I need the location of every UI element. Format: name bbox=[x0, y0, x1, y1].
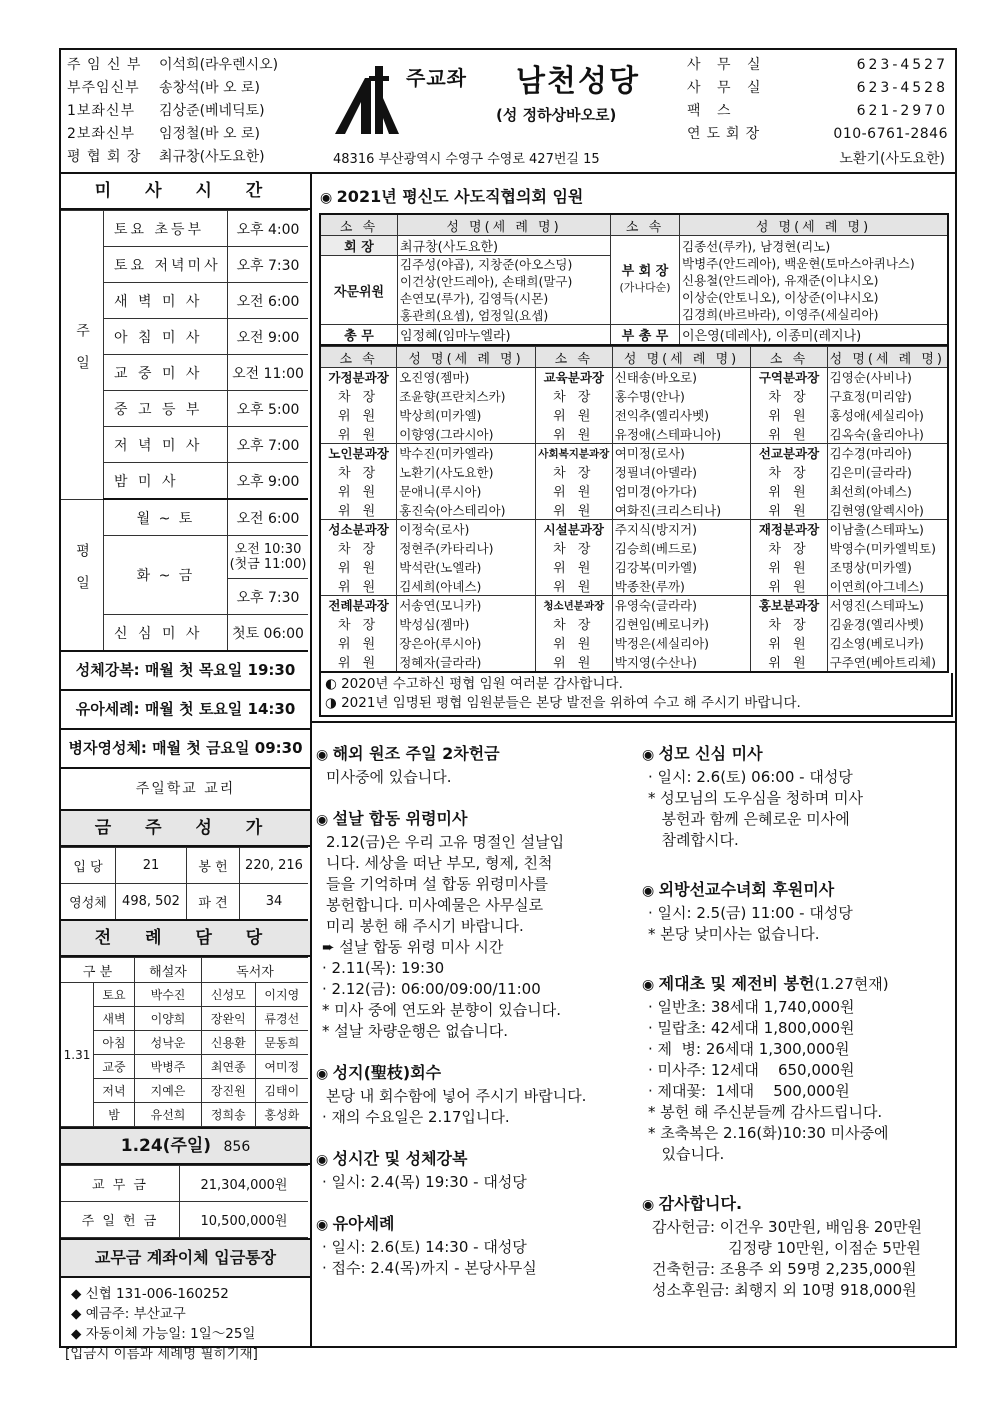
dept-name: 교육분과장 bbox=[535, 368, 612, 387]
notice-title: ◉ 제대초 및 제전비 봉헌(1.27현재) bbox=[642, 974, 889, 993]
dept-role: 위 원 bbox=[320, 633, 397, 652]
notices-area bbox=[312, 721, 955, 1313]
staff-list bbox=[67, 54, 327, 169]
table-row: 토요 저녁미사 오후 7:30 bbox=[61, 247, 308, 283]
parish-name: 남천성당 bbox=[516, 64, 640, 99]
monthly-sick-communion: 병자영성체: 매월 첫 금요일 09:30 bbox=[61, 730, 310, 769]
notice-title: ◉ 외방선교수녀회 후원미사 bbox=[642, 880, 835, 899]
monthly-baptism: 유아세례: 매월 첫 토요일 14:30 bbox=[61, 691, 310, 730]
table-row: 주 일 헌 금 10,500,000원 bbox=[61, 1202, 308, 1238]
table-row bbox=[320, 633, 948, 652]
table-row: 회 장 최규창(사도요한) 부 회 장 (가나다순) 김종선(루카), 남경현(리노) 박병주(안드레아), 백운현(토마스아퀴나스) 신용철(안드레아), 유재준(이냐시오) 이상순(안토니오), 이상준(이냐시오) 김경희(바르바라), 이영주(세실리아) bbox=[320, 236, 948, 256]
notice-line: 성소후원금: 최행지 외 10명 918,000원 bbox=[652, 1281, 917, 1299]
dept-member: 박영수(미카엘빅토) bbox=[827, 538, 948, 557]
dept-member: 이남출(스테파노) bbox=[827, 520, 948, 539]
dept-role: 차 장 bbox=[535, 538, 612, 557]
radio-bullet-icon: ◉ bbox=[642, 1197, 659, 1213]
dept-member: 여화진(크리스티나) bbox=[612, 500, 751, 520]
table-row bbox=[320, 652, 948, 672]
table-row: 중 고 등 부 오후 5:00 bbox=[61, 391, 308, 427]
dept-role: 차 장 bbox=[751, 538, 827, 557]
notice-section bbox=[316, 1060, 636, 1128]
dept-member: 정필녀(아델라) bbox=[612, 462, 751, 481]
notice-line: 본당 내 회수함에 넣어 주시기 바랍니다. bbox=[326, 1087, 587, 1105]
notice-line: * 미사 중에 연도와 분향이 있습니다. bbox=[322, 1001, 561, 1019]
table-row bbox=[320, 405, 948, 424]
dept-member: 김세희(아녜스) bbox=[397, 576, 536, 596]
dept-role: 차 장 bbox=[320, 462, 397, 481]
dept-member: 서송연(모니카) bbox=[397, 596, 536, 615]
notice-line: · 밀랍초: 42세대 1,800,000원 bbox=[648, 1019, 855, 1037]
staff-row: 부주임신부 송창석(바 오 로) bbox=[67, 80, 260, 96]
sunday-label: 주일 bbox=[61, 211, 104, 500]
dept-member: 김현영(알렉시아) bbox=[827, 500, 948, 520]
dept-member: 박석란(노엘라) bbox=[397, 557, 536, 576]
table-row: 새 벽 미 사 오전 6:00 bbox=[61, 283, 308, 319]
diamond-bullet-icon: ◆ bbox=[71, 1326, 82, 1342]
notice-section bbox=[316, 806, 636, 1042]
table-row bbox=[320, 444, 948, 463]
notice-line: · 2.11(목): 19:30 bbox=[322, 959, 445, 977]
staff-row: 1보좌신부 김상준(베네딕토) bbox=[67, 103, 265, 119]
dept-member: 박수진(미카엘라) bbox=[397, 444, 536, 463]
notice-line: 미사중에 있습니다. bbox=[326, 768, 452, 786]
parish-patron: (성 정하상바오로) bbox=[496, 106, 617, 124]
notice-line: · 일시: 2.5(금) 11:00 - 대성당 bbox=[648, 904, 853, 922]
table-row: 총 무 임정혜(임마누엘라) 부 총 무 이은영(데레사), 이종미(레지나) bbox=[320, 325, 948, 346]
dept-role: 차 장 bbox=[751, 386, 827, 405]
staff-row: 2보좌신부 임정철(바 오 로) bbox=[67, 126, 260, 142]
notice-title: ◉ 성모 신심 미사 bbox=[642, 744, 763, 763]
notice-section bbox=[642, 741, 954, 851]
dept-member: 여미정(로사) bbox=[612, 444, 751, 463]
dept-member: 정현주(카타리나) bbox=[397, 538, 536, 557]
monthly-benediction: 성체강복: 매월 첫 목요일 19:30 bbox=[61, 652, 310, 691]
notice-section bbox=[642, 1191, 954, 1301]
radio-bullet-icon: ◉ bbox=[320, 190, 333, 206]
dept-role: 위 원 bbox=[535, 405, 612, 424]
council-heading: ◉ 2021년 평신도 사도직협의회 임원 bbox=[320, 187, 584, 206]
dept-name: 사회복지분과장 bbox=[535, 444, 612, 463]
notice-line: 김정량 10만원, 이점순 5만원 bbox=[652, 1239, 921, 1257]
dept-role: 위 원 bbox=[535, 633, 612, 652]
radio-bullet-icon: ◉ bbox=[316, 1066, 333, 1082]
notice-line: · 제 병: 26세대 1,300,000원 bbox=[648, 1040, 850, 1058]
table-row bbox=[320, 557, 948, 576]
note-line: ◑ 2021년 임명된 평협 임원분들은 본당 발전을 위하여 수고 해 주시기 바랍니다. bbox=[325, 695, 801, 711]
notice-section bbox=[316, 1146, 636, 1193]
dept-role: 위 원 bbox=[535, 500, 612, 520]
notice-line: · 접수: 2.4(목)까지 - 본당사무실 bbox=[322, 1259, 537, 1277]
notice-title: ◉ 유아세례 bbox=[316, 1214, 395, 1233]
note-line: ◐ 2020년 수고하신 평협 임원 여러분 감사합니다. bbox=[325, 676, 623, 692]
notice-title: ◉ 설날 합동 위령미사 bbox=[316, 809, 468, 828]
contact-row: 팩 스 621-2970 bbox=[687, 103, 948, 119]
dept-role: 위 원 bbox=[751, 557, 827, 576]
dept-member: 문애니(루시아) bbox=[397, 481, 536, 500]
notice-line: * 초축복은 2.16(화)10:30 미사중에 bbox=[648, 1124, 889, 1142]
radio-bullet-icon: ◉ bbox=[642, 747, 659, 763]
table-row: 아침 성낙운 신용환 문동희 bbox=[61, 1031, 308, 1055]
dept-role: 위 원 bbox=[320, 652, 397, 672]
dept-member: 김강복(미카엘) bbox=[612, 557, 751, 576]
notice-line: 니다. 세상을 떠난 부모, 형제, 친척 bbox=[326, 854, 553, 872]
list-item: ◆ 예금주: 부산교구 bbox=[71, 1306, 186, 1322]
notice-line: * 설날 차량운행은 없습니다. bbox=[322, 1022, 508, 1040]
table-row: 밤 유선희 정희송 홍성화 bbox=[61, 1103, 308, 1127]
weekday-label: 평일 bbox=[61, 499, 104, 651]
dept-member: 김승희(베드로) bbox=[612, 538, 751, 557]
notice-line: 들을 기억하며 설 합동 위령미사를 bbox=[326, 875, 548, 893]
bulletin-page bbox=[59, 48, 957, 1362]
account-note: [입금시 이름과 세례명 필히기재] bbox=[65, 1346, 258, 1362]
table-row bbox=[320, 576, 948, 596]
dept-role: 차 장 bbox=[751, 462, 827, 481]
dept-name: 성소분과장 bbox=[320, 520, 397, 539]
notice-line: 있습니다. bbox=[652, 1145, 725, 1163]
dept-member: 엄미경(아가다) bbox=[612, 481, 751, 500]
radio-bullet-icon: ◉ bbox=[316, 1217, 333, 1233]
table-row bbox=[320, 481, 948, 500]
dept-member: 장은아(루시아) bbox=[397, 633, 536, 652]
table-row: 교 무 금 21,304,000원 bbox=[61, 1166, 308, 1202]
dept-role: 위 원 bbox=[535, 481, 612, 500]
mass-times-title: 미 사 시 간 bbox=[61, 174, 310, 210]
notices-right bbox=[642, 741, 954, 1315]
hymn-table bbox=[61, 847, 308, 921]
attendance: 1.24(주일) 856 bbox=[61, 1127, 310, 1165]
dept-member: 이정숙(로사) bbox=[397, 520, 536, 539]
staff-row: 주 임 신 부 이석희(라우렌시오) bbox=[67, 57, 279, 73]
contact-row: 사 무 실 623-4527 bbox=[687, 57, 948, 73]
dept-member: 정혜자(글라라) bbox=[397, 652, 536, 672]
dept-name: 전례분과장 bbox=[320, 596, 397, 615]
header bbox=[61, 50, 955, 174]
dept-member: 주지식(방지거) bbox=[612, 520, 751, 539]
dept-member: 신태송(바오로) bbox=[612, 368, 751, 387]
contact-row: 사 무 실 623-4528 bbox=[687, 80, 948, 96]
notice-line: 미리 봉헌 해 주시기 바랍니다. bbox=[326, 917, 524, 935]
parish-logo-icon bbox=[331, 58, 401, 138]
dept-name: 청소년분과장 bbox=[535, 596, 612, 615]
table-row: 평일 월 ~ 토 오전 6:00 bbox=[61, 499, 308, 536]
dept-name: 가정분과장 bbox=[320, 368, 397, 387]
notice-line: 감사헌금: 이건우 30만원, 배임용 20만원 bbox=[652, 1218, 922, 1236]
dept-role: 위 원 bbox=[320, 481, 397, 500]
table-row: 자문위원 김주성(야곱), 지창준(아오스딩) 이건상(안드레아), 손태희(말구) 손연모(루가), 김영득(시몬) 홍관희(요셉), 엄정일(요셉) bbox=[320, 256, 948, 325]
dept-member: 홍진숙(아스테리아) bbox=[397, 500, 536, 520]
dept-role: 차 장 bbox=[320, 614, 397, 633]
notice-line: * 성모님의 도우심을 청하며 미사 bbox=[648, 789, 863, 807]
notice-section bbox=[642, 877, 954, 945]
notice-line: · 일시: 2.4(목) 19:30 - 대성당 bbox=[322, 1173, 527, 1191]
collections-table bbox=[61, 1165, 308, 1238]
dept-role: 차 장 bbox=[320, 538, 397, 557]
council-president: 노환기(사도요한) bbox=[839, 151, 945, 167]
dept-name: 선교분과장 bbox=[751, 444, 827, 463]
radio-bullet-icon: ◉ bbox=[642, 977, 659, 993]
list-item: ◆ 신협 131-006-160252 bbox=[71, 1286, 229, 1302]
council-top-table bbox=[319, 213, 949, 346]
dept-role: 위 원 bbox=[751, 633, 827, 652]
mass-times-table bbox=[61, 210, 308, 652]
dept-name: 구역분과장 bbox=[751, 368, 827, 387]
dept-member: 구주연(베아트리체) bbox=[827, 652, 948, 672]
radio-bullet-icon: ◉ bbox=[316, 747, 333, 763]
dept-member: 오진영(젬마) bbox=[397, 368, 536, 387]
table-row bbox=[320, 500, 948, 520]
council-dept-table bbox=[319, 346, 949, 673]
dept-member: 김옥숙(율리아나) bbox=[827, 424, 948, 444]
list-item: ◆ 자동이체 가능일: 1일～25일 bbox=[71, 1326, 256, 1342]
dept-member: 유정애(스테파니아) bbox=[612, 424, 751, 444]
table-row: 화 ~ 금 오전 10:30 (첫금 11:00) bbox=[61, 536, 308, 579]
notice-line: 건축헌금: 조용주 외 59명 2,235,000원 bbox=[652, 1260, 917, 1278]
notice-section bbox=[316, 741, 636, 788]
right-column bbox=[312, 174, 955, 1313]
table-row: 저 녁 미 사 오후 7:00 bbox=[61, 427, 308, 463]
notice-line: · 일시: 2.6(토) 06:00 - 대성당 bbox=[648, 768, 853, 786]
table-row bbox=[320, 614, 948, 633]
notice-title: ◉ 해외 원조 주일 2차헌금 bbox=[316, 744, 500, 763]
half-circle-icon: ◑ bbox=[325, 695, 337, 711]
radio-bullet-icon: ◉ bbox=[316, 812, 333, 828]
dept-member: 전익추(엘리사벳) bbox=[612, 405, 751, 424]
dept-role: 차 장 bbox=[535, 614, 612, 633]
table-row: 교중 박병주 최연종 여미정 bbox=[61, 1055, 308, 1079]
dept-member: 김영순(사비나) bbox=[827, 368, 948, 387]
dept-member: 박상희(미카엘) bbox=[397, 405, 536, 424]
notice-line: 봉헌과 함께 은혜로운 미사에 bbox=[652, 810, 850, 828]
dept-member: 조윤향(프란치스카) bbox=[397, 386, 536, 405]
table-row bbox=[320, 538, 948, 557]
notice-section bbox=[316, 1211, 636, 1279]
council-notes bbox=[319, 673, 953, 717]
notice-line: ➨ 설날 합동 위령 미사 시간 bbox=[322, 938, 504, 956]
account-title: 교무금 계좌이체 입금통장 bbox=[61, 1238, 310, 1278]
diamond-bullet-icon: ◆ bbox=[71, 1286, 82, 1302]
table-row bbox=[320, 596, 948, 615]
notices-left bbox=[316, 741, 636, 1293]
table-row: 교 중 미 사 오전 11:00 bbox=[61, 355, 308, 391]
notice-line: 봉헌합니다. 미사예물은 사무실로 bbox=[326, 896, 544, 914]
dept-role: 위 원 bbox=[751, 424, 827, 444]
dept-member: 김소영(베로니카) bbox=[827, 633, 948, 652]
notice-line: 2.12(금)은 우리 고유 명절인 설날입 bbox=[326, 833, 565, 851]
dept-role: 차 장 bbox=[751, 614, 827, 633]
table-row: 신 심 미 사 첫토 06:00 bbox=[61, 615, 308, 652]
table-row: 1.31 토요 박수진 신성모 이지영 bbox=[61, 983, 308, 1007]
dept-member: 이향영(그라시아) bbox=[397, 424, 536, 444]
staff-row: 평 협 회 장 최규창(사도요한) bbox=[67, 149, 265, 165]
dept-role: 차 장 bbox=[320, 386, 397, 405]
left-column bbox=[61, 174, 312, 1362]
dept-member: 박성심(젬마) bbox=[397, 614, 536, 633]
table-row: 오후 7:30 bbox=[61, 579, 308, 615]
dept-member: 이연희(아그네스) bbox=[827, 576, 948, 596]
dept-member: 김윤경(엘리사벳) bbox=[827, 614, 948, 633]
dept-name: 재정분과장 bbox=[751, 520, 827, 539]
dept-member: 최선희(아녜스) bbox=[827, 481, 948, 500]
dept-member: 구효정(미리암) bbox=[827, 386, 948, 405]
notice-title: ◉ 성시간 및 성체강복 bbox=[316, 1149, 468, 1168]
table-row bbox=[320, 520, 948, 539]
dept-member: 조명상(미카엘) bbox=[827, 557, 948, 576]
dept-member: 박종찬(루까) bbox=[612, 576, 751, 596]
dept-role: 차 장 bbox=[535, 462, 612, 481]
dept-role: 위 원 bbox=[751, 500, 827, 520]
dept-role: 위 원 bbox=[320, 405, 397, 424]
table-row bbox=[320, 368, 948, 387]
contact-row: 연도회장 010-6761-2846 bbox=[687, 126, 948, 142]
dept-role: 위 원 bbox=[535, 557, 612, 576]
dept-role: 위 원 bbox=[320, 576, 397, 596]
liturgy-table bbox=[61, 957, 308, 1127]
hymn-title: 금 주 성 가 bbox=[61, 811, 310, 847]
dept-role: 위 원 bbox=[535, 424, 612, 444]
dept-role: 위 원 bbox=[751, 405, 827, 424]
notice-line: * 봉헌 해 주신분들께 감사드립니다. bbox=[648, 1103, 883, 1121]
notice-line: · 재의 수요일은 2.17입니다. bbox=[322, 1108, 510, 1126]
parish-prefix: 주교좌 bbox=[406, 66, 467, 90]
table-row: 주일 토요 초등부 오후 4:00 bbox=[61, 211, 308, 247]
table-row: 밤 미 사 오후 9:00 bbox=[61, 463, 308, 500]
table-row bbox=[320, 386, 948, 405]
notice-section bbox=[642, 971, 954, 1165]
sunday-school: 주일학교 교리 bbox=[61, 769, 310, 811]
notice-line: · 일시: 2.6(토) 14:30 - 대성당 bbox=[322, 1238, 527, 1256]
dept-role: 위 원 bbox=[751, 481, 827, 500]
notice-line: · 일반초: 38세대 1,740,000원 bbox=[648, 998, 855, 1016]
dept-member: 서영진(스테파노) bbox=[827, 596, 948, 615]
notice-line: · 2.12(금): 06:00/09:00/11:00 bbox=[322, 980, 541, 998]
parish-address: 48316 부산광역시 수영구 수영로 427번길 15 bbox=[333, 152, 600, 167]
table-row: 소 속 성 명(세 례 명) 소 속 성 명(세 례 명) bbox=[320, 214, 948, 236]
table-row: 구 분 해설자 독서자 bbox=[61, 958, 308, 983]
table-row: 소 속 성 명(세 례 명) 소 속 성 명(세 례 명) 소 속 성 명(세 례 명) bbox=[320, 347, 948, 368]
dept-member: 박지영(수산나) bbox=[612, 652, 751, 672]
contact-list bbox=[687, 54, 952, 146]
dept-member: 김은미(글라라) bbox=[827, 462, 948, 481]
dept-role: 위 원 bbox=[751, 652, 827, 672]
notice-line: 참례합시다. bbox=[652, 831, 739, 849]
table-row: 입 당 21 봉 헌 220, 216 bbox=[61, 848, 308, 884]
dept-member: 유영숙(글라라) bbox=[612, 596, 751, 615]
dept-role: 차 장 bbox=[535, 386, 612, 405]
notice-line: · 제대꽃: 1세대 500,000원 bbox=[648, 1082, 850, 1100]
dept-name: 노인분과장 bbox=[320, 444, 397, 463]
half-circle-icon: ◐ bbox=[325, 676, 337, 692]
liturgy-title: 전 례 담 당 bbox=[61, 921, 310, 957]
account-info bbox=[61, 1278, 310, 1364]
dept-member: 노환기(사도요한) bbox=[397, 462, 536, 481]
table-row: 영성체 498, 502 파 견 34 bbox=[61, 884, 308, 921]
dept-member: 박정은(세실리아) bbox=[612, 633, 751, 652]
radio-bullet-icon: ◉ bbox=[642, 883, 659, 899]
table-row bbox=[320, 462, 948, 481]
notice-title: ◉ 성지(聖枝)회수 bbox=[316, 1063, 442, 1082]
diamond-bullet-icon: ◆ bbox=[71, 1306, 82, 1322]
dept-name: 홍보분과장 bbox=[751, 596, 827, 615]
dept-member: 홍성애(세실리아) bbox=[827, 405, 948, 424]
dept-role: 위 원 bbox=[320, 500, 397, 520]
radio-bullet-icon: ◉ bbox=[316, 1152, 333, 1168]
notice-title: ◉ 감사합니다. bbox=[642, 1194, 743, 1213]
dept-role: 위 원 bbox=[751, 576, 827, 596]
dept-role: 위 원 bbox=[535, 576, 612, 596]
table-row bbox=[320, 424, 948, 444]
notice-line: * 본당 낮미사는 없습니다. bbox=[648, 925, 820, 943]
dept-name: 시설분과장 bbox=[535, 520, 612, 539]
table-row: 새벽 이양희 장완익 류경선 bbox=[61, 1007, 308, 1031]
table-row: 저녁 지예은 장진원 김태이 bbox=[61, 1079, 308, 1103]
table-row: 아 침 미 사 오전 9:00 bbox=[61, 319, 308, 355]
dept-member: 홍수명(안나) bbox=[612, 386, 751, 405]
notice-line: · 미사주: 12세대 650,000원 bbox=[648, 1061, 855, 1079]
dept-role: 위 원 bbox=[320, 424, 397, 444]
dept-member: 김현임(베로니카) bbox=[612, 614, 751, 633]
dept-member: 김수경(마리아) bbox=[827, 444, 948, 463]
dept-role: 위 원 bbox=[535, 652, 612, 672]
dept-role: 위 원 bbox=[320, 557, 397, 576]
